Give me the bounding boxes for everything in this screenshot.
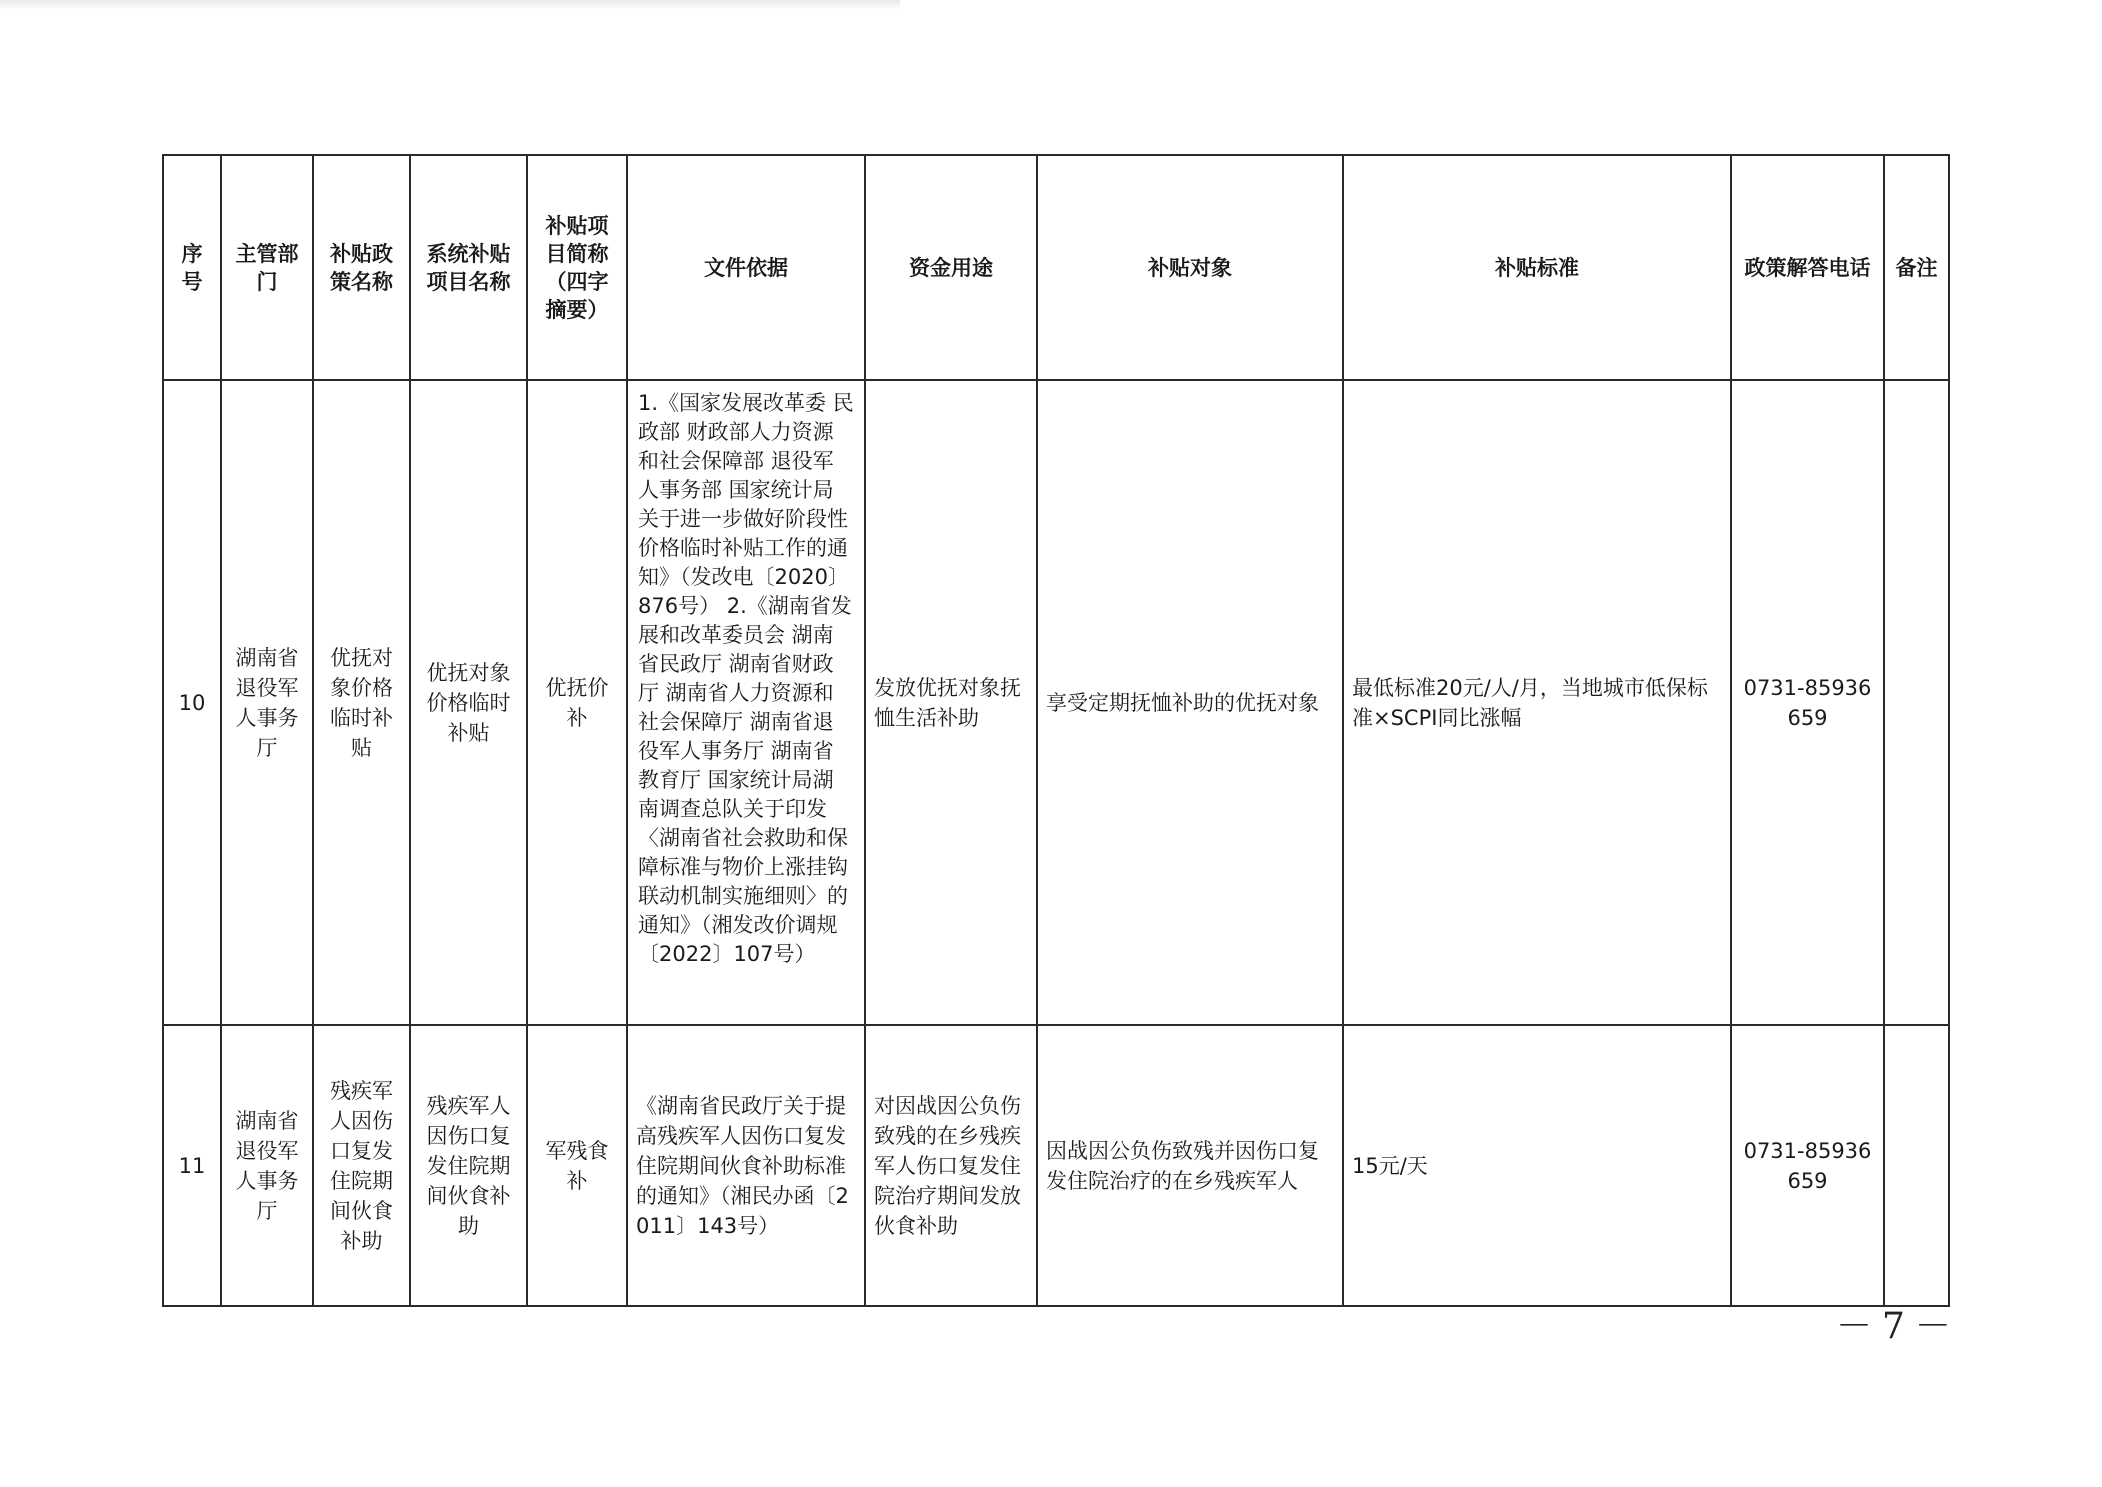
cell-dept: 湖南省退役军人事务厅: [221, 380, 313, 1025]
scan-edge: [0, 0, 900, 10]
header-use: 资金用途: [865, 155, 1037, 380]
cell-basis: 《湖南省民政厅关于提高残疾军人因伤口复发住院期间伙食补助标准的通知》（湘民办函〔2011〕143号）: [627, 1025, 865, 1306]
cell-target: 享受定期抚恤补助的优抚对象: [1037, 380, 1343, 1025]
cell-standard: 15元/天: [1343, 1025, 1731, 1306]
header-basis: 文件依据: [627, 155, 865, 380]
cell-standard: 最低标准20元/人/月，当地城市低保标准×SCPI同比涨幅: [1343, 380, 1731, 1025]
cell-policy-name: 优抚对象价格临时补贴: [313, 380, 410, 1025]
header-standard: 补贴标准: [1343, 155, 1731, 380]
cell-policy-name: 残疾军人因伤口复发住院期间伙食补助: [313, 1025, 410, 1306]
header-phone: 政策解答电话: [1731, 155, 1884, 380]
cell-phone: 0731-85936659: [1731, 1025, 1884, 1306]
cell-system-name: 优抚对象价格临时补贴: [410, 380, 527, 1025]
header-policy-name: 补贴政策名称: [313, 155, 410, 380]
cell-remark: [1884, 380, 1949, 1025]
header-target: 补贴对象: [1037, 155, 1343, 380]
header-row: [163, 155, 1949, 380]
table-row: [163, 380, 1949, 1025]
cell-basis: 1.《国家发展改革委 民政部 财政部人力资源和社会保障部 退役军人事务部 国家统计局关于进一步做好阶段性价格临时补贴工作的通知》（发改电〔2020〕876号） 2.《湖南省发展和改革委员会 湖南省民政厅 湖南省财政厅 湖南省人力资源和社会保障厅 湖南省退役军人事务厅 湖南省教育厅 国家统计局湖南调查总队关于印发〈湖南省社会救助和保障标准与物价上涨挂钩联动机制实施细则〉的通知》（湘发改价调规〔2022〕107号）: [627, 380, 865, 1025]
subsidy-policy-table: [162, 154, 1950, 1307]
cell-use: 对因战因公负伤致残的在乡残疾军人伤口复发住院治疗期间发放伙食补助: [865, 1025, 1037, 1306]
cell-system-name: 残疾军人因伤口复发住院期间伙食补助: [410, 1025, 527, 1306]
header-short-name: 补贴项目简称（四字摘要）: [527, 155, 627, 380]
header-dept: 主管部门: [221, 155, 313, 380]
cell-use: 发放优抚对象抚恤生活补助: [865, 380, 1037, 1025]
header-remark: 备注: [1884, 155, 1949, 380]
cell-remark: [1884, 1025, 1949, 1306]
page-number: －7－: [1836, 1306, 1961, 1347]
header-no: 序号: [163, 155, 221, 380]
cell-no: 10: [163, 380, 221, 1025]
cell-dept: 湖南省退役军人事务厅: [221, 1025, 313, 1306]
cell-short-name: 军残食补: [527, 1025, 627, 1306]
header-system-name: 系统补贴项目名称: [410, 155, 527, 380]
cell-phone: 0731-85936659: [1731, 380, 1884, 1025]
table-row: [163, 1025, 1949, 1306]
cell-no: 11: [163, 1025, 221, 1306]
cell-short-name: 优抚价补: [527, 380, 627, 1025]
cell-target: 因战因公负伤致残并因伤口复发住院治疗的在乡残疾军人: [1037, 1025, 1343, 1306]
